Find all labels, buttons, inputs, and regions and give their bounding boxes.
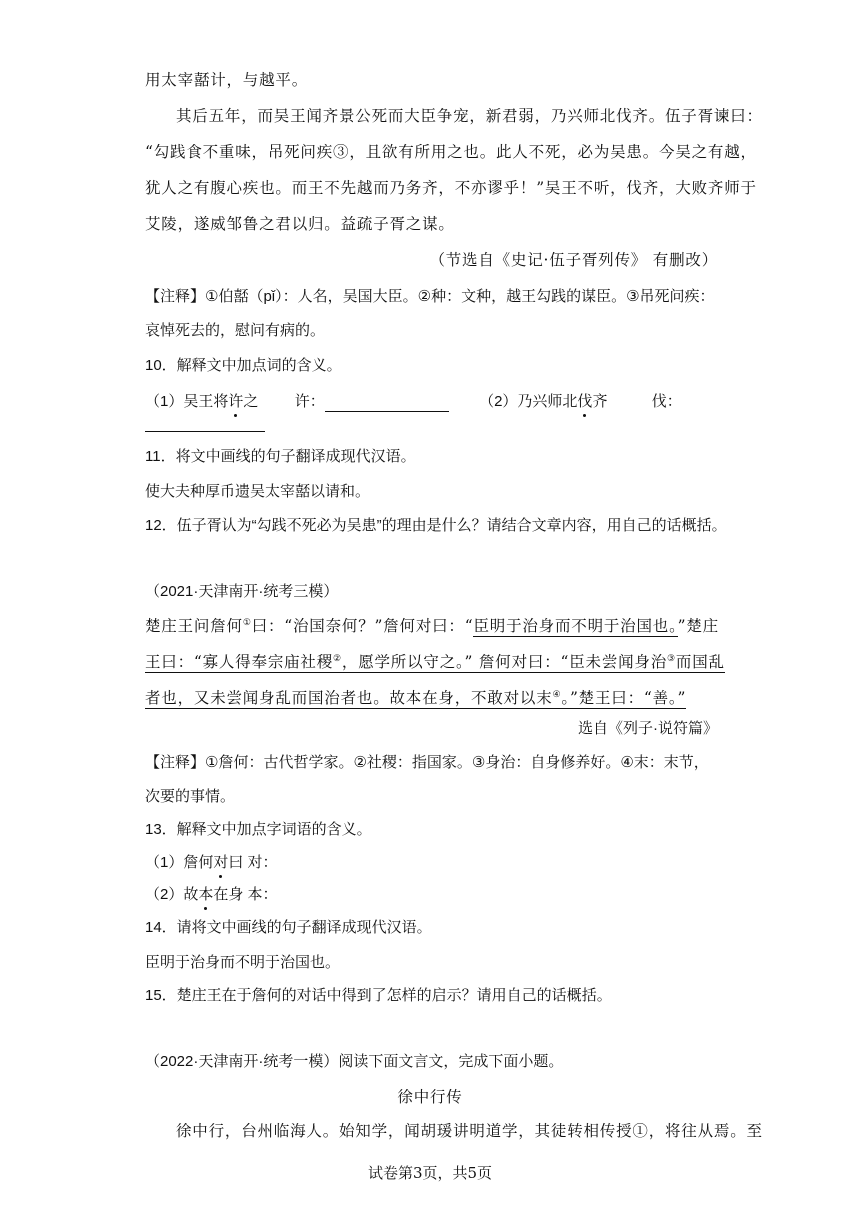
- q13-item1-post: 曰: [228, 854, 244, 871]
- question-11-stem: 11．将文中画线的句子翻译成现代汉语。: [145, 448, 416, 465]
- q13-item2-dotted: 本: [198, 886, 214, 903]
- passage3-line: 徐中行，台州临海人。始知学，闻胡瑗讲明道学，其徒转相传授①，将往从焉。至: [176, 1122, 763, 1140]
- q10-item2-pre: （2）乃兴师北: [479, 393, 578, 410]
- passage1-line: 用太宰嚭计，与越平。: [145, 71, 309, 89]
- q13-item2-post: 在身: [213, 886, 244, 903]
- q10-item1-pre: （1）吴王将: [145, 393, 229, 410]
- p2-text: 楚庄王问詹何: [145, 617, 243, 635]
- q13-item1-pre: （1）詹何: [145, 854, 214, 871]
- p2-text: 。”楚王曰：“善。”: [561, 689, 687, 707]
- question-10-stem: 10．解释文中加点词的含义。: [145, 357, 342, 374]
- q13-item2-label: 本：: [247, 886, 278, 903]
- passage1-line: [176, 106, 763, 126]
- passage1-line: “勾践食不重味，吊死问疾③，且欲有所用之也。此人不死，必为吴患。今吴之有越，: [145, 143, 757, 161]
- page-footer: 试卷第3页，共5页: [367, 1164, 493, 1182]
- passage1-note: 【注释】①伯嚭（pǐ）：人名，吴国大臣。②种：文种，越王勾践的谋臣。③吊死问疾：: [145, 288, 715, 305]
- passage2-note: 【注释】①詹何：古代哲学家。②社稷：指国家。③身治：自身修养好。④末：末节，: [145, 754, 709, 771]
- q10-item2-post: 齐: [592, 393, 608, 410]
- p2-text: 而国乱: [675, 653, 725, 671]
- p2-underlined-sentence: 臣明于治身而不明于治国也。: [473, 617, 678, 635]
- passage3-intro: （2022·天津南开·统考一模）阅读下面文言文，完成下面小题。: [145, 1053, 564, 1070]
- question-10-items: [145, 392, 682, 412]
- p2-text: ，愿学所以守之。” 詹何对曰：“臣未尝闻身治: [341, 653, 668, 671]
- p2-text: ”楚庄: [677, 617, 719, 635]
- question-11-sentence: 使大夫种厚币遗吴太宰嚭以请和。: [145, 483, 371, 500]
- passage1-line-text: 其后五年，而吴王闻齐景公死而大臣争宠，新君弱，乃兴师北伐齐。伍子胥谏曰：: [176, 107, 763, 125]
- q10-item1-label: 许：: [294, 393, 325, 410]
- passage2-note: 次要的事情。: [145, 788, 236, 805]
- q13-item2-pre: （2）故: [145, 886, 199, 903]
- p2-text: 王曰：“寡人得奉宗庙社稷: [145, 653, 334, 671]
- q10-answer-blank-1[interactable]: [325, 411, 449, 412]
- passage2-source-tag: （2021·天津南开·统考三模）: [145, 583, 339, 600]
- p2-footnote-mark: ④: [552, 689, 562, 700]
- p2-footnote-mark: ②: [333, 653, 342, 664]
- question-14-sentence: 臣明于治身而不明于治国也。: [145, 954, 341, 971]
- passage1-line: 犹人之有腹心疾也。而王不先越而乃务齐，不亦谬乎！”吴王不听，伐齐，大败齐师于: [145, 179, 757, 197]
- passage3-title: 徐中行传: [397, 1088, 463, 1106]
- passage2-line: [145, 652, 725, 672]
- passage1-line: 艾陵，遂威邹鲁之君以归。益疏子胥之谋。: [145, 215, 455, 233]
- q13-item1-dotted: 对: [213, 854, 229, 871]
- p2-underlined-span: [145, 653, 725, 673]
- question-13-item-2: [145, 885, 278, 905]
- p2-text: 者也，又未尝闻身乱而国治者也。故本在身，不敢对以末: [145, 689, 553, 707]
- question-13-stem: 13．解释文中加点字词语的含义。: [145, 821, 372, 838]
- q10-item2-label: 伐：: [651, 393, 682, 410]
- passage2-line: [145, 616, 719, 636]
- passage1-source: （节选自《史记·伍子胥列传》 有删改）: [429, 251, 718, 269]
- passage2-line: [145, 688, 686, 708]
- question-13-item-1: [145, 853, 278, 873]
- q13-item1-label: 对：: [247, 854, 278, 871]
- passage1-note: 哀悼死去的，慰问有病的。: [145, 322, 326, 339]
- p2-text: 曰：“治国奈何？”詹何对曰：“: [251, 617, 474, 635]
- p2-underlined-span: [145, 689, 686, 709]
- q10-answer-blank-2[interactable]: [145, 413, 265, 432]
- passage2-source: 选自《列子·说符篇》: [578, 720, 718, 737]
- question-12-stem: 12．伍子胥认为“勾践不死必为吴患”的理由是什么？请结合文章内容，用自己的话概括。: [145, 517, 727, 534]
- question-15-stem: 15．楚庄王在于詹何的对话中得到了怎样的启示？请用自己的话概括。: [145, 987, 612, 1004]
- q10-item1-post: 之: [243, 393, 259, 410]
- p2-footnote-mark: ③: [667, 653, 676, 664]
- q10-answer-blank-2-row: [145, 412, 265, 432]
- p2-footnote-mark: ①: [242, 617, 252, 628]
- question-14-stem: 14．请将文中画线的句子翻译成现代汉语。: [145, 919, 432, 936]
- q10-item2-dotted: 伐: [577, 393, 593, 410]
- q10-item1-dotted: 许: [228, 393, 244, 410]
